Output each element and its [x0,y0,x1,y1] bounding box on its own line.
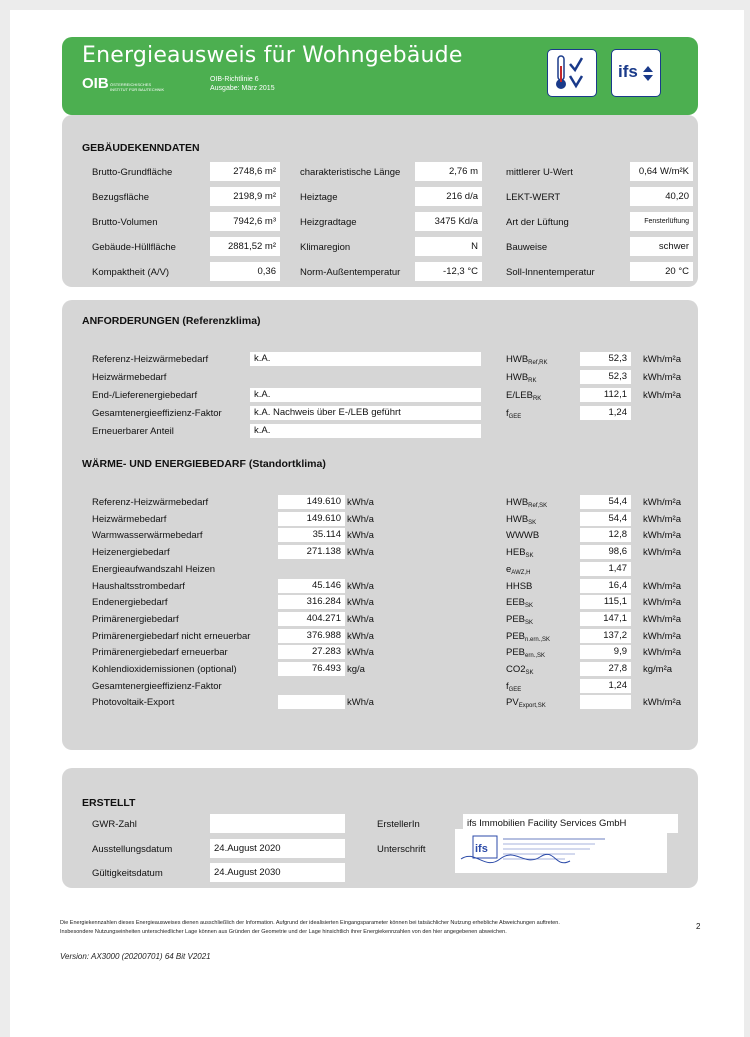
waerme-label-6: Endenergiebedarf [92,597,168,609]
gebaeude-label-1-2: LEKT-WERT [506,192,561,203]
waerme-code-5 [506,581,532,592]
waerme-value2-1: 54,4 [580,512,631,526]
footer-line-2: Insbesondere Nutzungseinheiten unterschiedlicher Lage können aus Gründen der Geometrie und der Lage hinsichtlich ihrer Energiekennzahlen von den hier angegebenen abweichen. [60,929,507,935]
gueltigkeitsdatum-label: Gültigkeitsdatum [92,868,163,879]
waerme-code-4-sub: AWZ,H [511,569,531,576]
waerme-code-12 [506,697,546,709]
signature-stamp [455,829,667,873]
waerme-label-9: Primärenergiebedarf erneuerbar [92,647,228,659]
richtlinie-text: OIB-Richtlinie 6 [210,76,259,83]
gebaeude-value-3-1: N [415,237,482,256]
waerme-code-8 [506,631,550,643]
waerme-value2-0: 54,4 [580,495,631,509]
waerme-value2-8: 137,2 [580,629,631,643]
waerme-code-8-main: PEB [506,630,526,642]
gebaeude-value-2-1: 3475 Kd/a [415,212,482,231]
waerme-code-9-main: PEB [506,647,526,659]
waerme-value-0: 149.610 [278,495,345,509]
waerme-code-4-main: e [506,563,512,575]
gebaeude-value-1-1: 216 d/a [415,187,482,206]
oib-logo: OIB [82,75,109,92]
footer-line-1: Die Energiekennzahlen dieses Energieausweises dienen ausschließlich der Information. Aufgrund der idealisierten Eingangsparameter können bei tatsächlicher Nutzung erhebliche Abweichungen auftreten. [60,920,560,926]
document-title: Energieausweis für Wohngebäude [82,43,463,68]
waerme-value2-11: 1,24 [580,679,631,693]
waerme-value2-5: 16,4 [580,579,631,593]
waerme-label-2: Warmwasserwärmebedarf [92,530,203,542]
gebaeude-label-0-0: Brutto-Grundfläche [92,167,173,178]
gebaeude-label-1-1: Heiztage [300,192,338,203]
gebaeude-value-4-2: 20 °C [630,262,693,281]
waerme-value-2: 35.114 [278,528,345,542]
waerme-unit2-0: kWh/m²a [643,497,681,508]
anf-text-0: k.A. [250,352,481,366]
waerme-unit-2: kWh/a [347,530,374,542]
gebaeude-label-3-1: Klimaregion [300,242,351,253]
waerme-code-1-sub: SK [528,519,537,526]
waerme-code-3 [506,547,534,559]
waerme-unit2-8: kWh/m²a [643,630,681,642]
waerme-code-11-sub: GEE [508,686,522,693]
anf-code-1 [506,372,537,384]
ersteller-field: ifs Immobilien Facility Services GmbH [463,814,678,833]
waerme-code-9 [506,647,545,659]
waerme-value2-7: 147,1 [580,612,631,626]
waerme-code-4 [506,564,530,576]
waerme-unit-1: kWh/a [347,513,374,525]
waerme-label-5: Haushaltsstrombedarf [92,580,185,592]
waerme-unit2-5: kWh/m²a [643,580,681,592]
ausstellungsdatum-label: Ausstellungsdatum [92,844,173,855]
gwr-label: GWR-Zahl [92,819,137,830]
waerme-unit2-12: kWh/m²a [643,697,681,709]
waerme-code-3-main: HEB [506,547,526,559]
waerme-code-9-sub: ern.,SK [525,653,546,660]
waerme-unit2-3: kWh/m²a [643,547,681,559]
waerme-unit-3: kWh/a [347,547,374,559]
unterschrift-label: Unterschrift [377,844,426,855]
anf-value-0: 52,3 [580,352,631,366]
waerme-code-12-sub: Export,SK [518,703,546,710]
anf-code-0-main: HWB [506,354,529,365]
waerme-value-12 [278,695,345,709]
waerme-unit2-6: kWh/m²a [643,597,681,609]
waerme-unit-12: kWh/a [347,697,374,709]
anf-code-0 [506,354,548,366]
waerme-code-7-sub: SK [525,619,534,626]
waerme-code-10 [506,664,534,676]
waerme-code-7 [506,614,533,626]
waerme-code-5-main: HHSB [506,580,533,592]
gebaeude-label-4-1: Norm-Außentemperatur [300,267,401,278]
anf-text-4: k.A. [250,424,481,438]
section-title-gebaeude: GEBÄUDEKENNDATEN [82,142,200,154]
gebaeude-label-0-2: mittlerer U-Wert [506,167,573,178]
waerme-label-1: Heizwärmebedarf [92,513,167,525]
anf-label-0: Referenz-Heizwärmebedarf [92,354,209,365]
version-text: Version: AX3000 (20200701) 64 Bit V2021 [60,952,211,961]
gueltigkeitsdatum-field: 24.August 2030 [210,863,345,882]
waerme-value-10: 76.493 [278,662,345,676]
waerme-unit2-9: kWh/m²a [643,647,681,659]
waerme-label-7: Primärenergiebedarf [92,613,179,625]
gebaeude-value-0-2: 0,64 W/m²K [630,162,693,181]
waerme-unit-0: kWh/a [347,497,374,508]
waerme-value2-12 [580,695,631,709]
anf-label-2: End-/Lieferenergiebedarf [92,390,198,401]
waerme-value-8: 376.988 [278,629,345,643]
gebaeude-label-4-0: Kompaktheit (A/V) [92,267,170,278]
ausstellungsdatum-field: 24.August 2020 [210,839,345,858]
waerme-value-3: 271.138 [278,545,345,559]
gebaeude-value-0-0: 2748,6 m² [210,162,280,181]
gebaeude-value-3-2: schwer [630,237,693,256]
footer-disclaimer [60,919,700,937]
richtlinie-info [210,75,275,93]
gebaeude-value-2-0: 7942,6 m³ [210,212,280,231]
gebaeude-value-4-1: -12,3 °C [415,262,482,281]
svg-text:ifs: ifs [475,843,488,855]
waerme-unit-9: kWh/a [347,647,374,659]
anf-label-3: Gesamtenergieeffizienz-Faktor [92,408,222,419]
gebaeude-value-2-2: Fensterlüftung [630,212,693,231]
waerme-unit2-2: kWh/m²a [643,530,681,542]
gebaeude-label-3-0: Gebäude-Hüllfläche [92,242,176,253]
waerme-value-9: 27.283 [278,645,345,659]
gebaeude-label-0-1: charakteristische Länge [300,167,401,178]
waerme-unit-6: kWh/a [347,597,374,609]
anf-code-3-main: f [506,408,509,419]
waerme-unit2-10: kg/m²a [643,664,673,675]
ersteller-label: ErstellerIn [377,819,420,830]
waerme-unit-10: kg/a [347,664,365,675]
waerme-value-5: 45.146 [278,579,345,593]
waerme-code-6-main: EEB [506,597,526,609]
anf-code-2 [506,390,541,402]
ifs-logo-icon [611,49,661,97]
waerme-value-1: 149.610 [278,512,345,526]
gebaeude-value-4-0: 0,36 [210,262,280,281]
waerme-code-2 [506,530,539,541]
waerme-code-6 [506,597,533,609]
ausgabe-text: Ausgabe: März 2015 [210,85,275,92]
waerme-code-2-main: WWWB [506,530,540,542]
gebaeude-label-1-0: Bezugsfläche [92,192,150,203]
waerme-value2-3: 98,6 [580,545,631,559]
waerme-label-11: Gesamtenergieeffizienz-Faktor [92,680,222,692]
waerme-unit-5: kWh/a [347,580,374,592]
waerme-code-0-main: HWB [506,497,529,508]
anf-value-1: 52,3 [580,370,631,384]
anf-code-0-sub: Ref,RK [528,360,548,366]
oib-logo-subtitle: ÖSTERREICHISCHES INSTITUT FÜR BAUTECHNIK [110,82,165,92]
anf-text-2: k.A. [250,388,481,402]
waerme-code-11-main: f [506,680,509,692]
waerme-code-3-sub: SK [525,553,534,560]
waerme-value-7: 404.271 [278,612,345,626]
anf-text-3: k.A. Nachweis über E-/LEB geführt [250,406,481,420]
gebaeude-value-1-2: 40,20 [630,187,693,206]
anf-unit-2: kWh/m²a [643,390,681,401]
section-title-erstellt: ERSTELLT [82,797,136,809]
waerme-code-11 [506,681,521,693]
waerme-code-7-main: PEB [506,613,526,625]
header-banner [62,37,698,115]
anf-code-2-sub: RK [532,396,542,402]
ifs-logo-text: ifs [618,62,638,81]
gebaeude-value-3-0: 2881,52 m² [210,237,280,256]
anf-unit-1: kWh/m²a [643,372,681,383]
waerme-value-6: 316.284 [278,595,345,609]
waerme-unit2-7: kWh/m²a [643,613,681,625]
waerme-code-0 [506,497,547,509]
anf-label-1: Heizwärmebedarf [92,372,167,383]
gebaeude-label-3-2: Bauweise [506,242,548,253]
waerme-label-3: Heizenergiebedarf [92,547,170,559]
anf-code-2-main: E/LEB [506,390,533,401]
waerme-value2-9: 9,9 [580,645,631,659]
waerme-code-1-main: HWB [506,513,529,525]
anf-label-4: Erneuerbarer Anteil [92,426,174,437]
waerme-value2-4: 1,47 [580,562,631,576]
waerme-value2-2: 12,8 [580,528,631,542]
waerme-code-10-main: CO2 [506,664,526,675]
section-title-anforderungen: ANFORDERUNGEN (Referenzklima) [82,315,261,327]
gebaeude-label-2-2: Art der Lüftung [506,217,569,228]
anf-value-2: 112,1 [580,388,631,402]
page-number: 2 [696,922,701,931]
waerme-unit-8: kWh/a [347,630,374,642]
waerme-label-8: Primärenergiebedarf nicht erneuerbar [92,630,251,642]
gebaeude-value-0-1: 2,76 m [415,162,482,181]
anf-code-1-main: HWB [506,372,529,383]
waerme-unit2-1: kWh/m²a [643,513,681,525]
thermometer-check-icon [547,49,597,97]
section-title-waerme: WÄRME- UND ENERGIEBEDARF (Standortklima) [82,458,326,470]
gebaeude-label-2-0: Brutto-Volumen [92,217,158,228]
waerme-code-8-sub: n.ern.,SK [525,636,551,643]
waerme-label-0: Referenz-Heizwärmebedarf [92,497,209,508]
gebaeude-label-2-1: Heizgradtage [300,217,357,228]
waerme-code-6-sub: SK [525,603,534,610]
anf-code-3-sub: GEE [508,414,522,420]
waerme-code-10-sub: SK [525,670,534,676]
waerme-label-4: Energieaufwandszahl Heizen [92,563,216,575]
waerme-label-10: Kohlendioxidemissionen (optional) [92,664,237,675]
waerme-label-12: Photovoltaik-Export [92,697,175,709]
gwr-field [210,814,345,833]
gebaeude-panel [62,115,698,287]
waerme-code-0-sub: Ref,SK [528,503,548,509]
waerme-unit-7: kWh/a [347,613,374,625]
anf-code-1-sub: RK [528,378,537,384]
waerme-code-1 [506,514,536,526]
waerme-value2-6: 115,1 [580,595,631,609]
gebaeude-label-4-2: Soll-Innentemperatur [506,267,595,278]
anf-value-3: 1,24 [580,406,631,420]
gebaeude-value-1-0: 2198,9 m² [210,187,280,206]
anf-unit-0: kWh/m²a [643,354,681,365]
waerme-value2-10: 27,8 [580,662,631,676]
anf-code-3 [506,408,521,420]
waerme-code-12-main: PV [506,697,519,709]
